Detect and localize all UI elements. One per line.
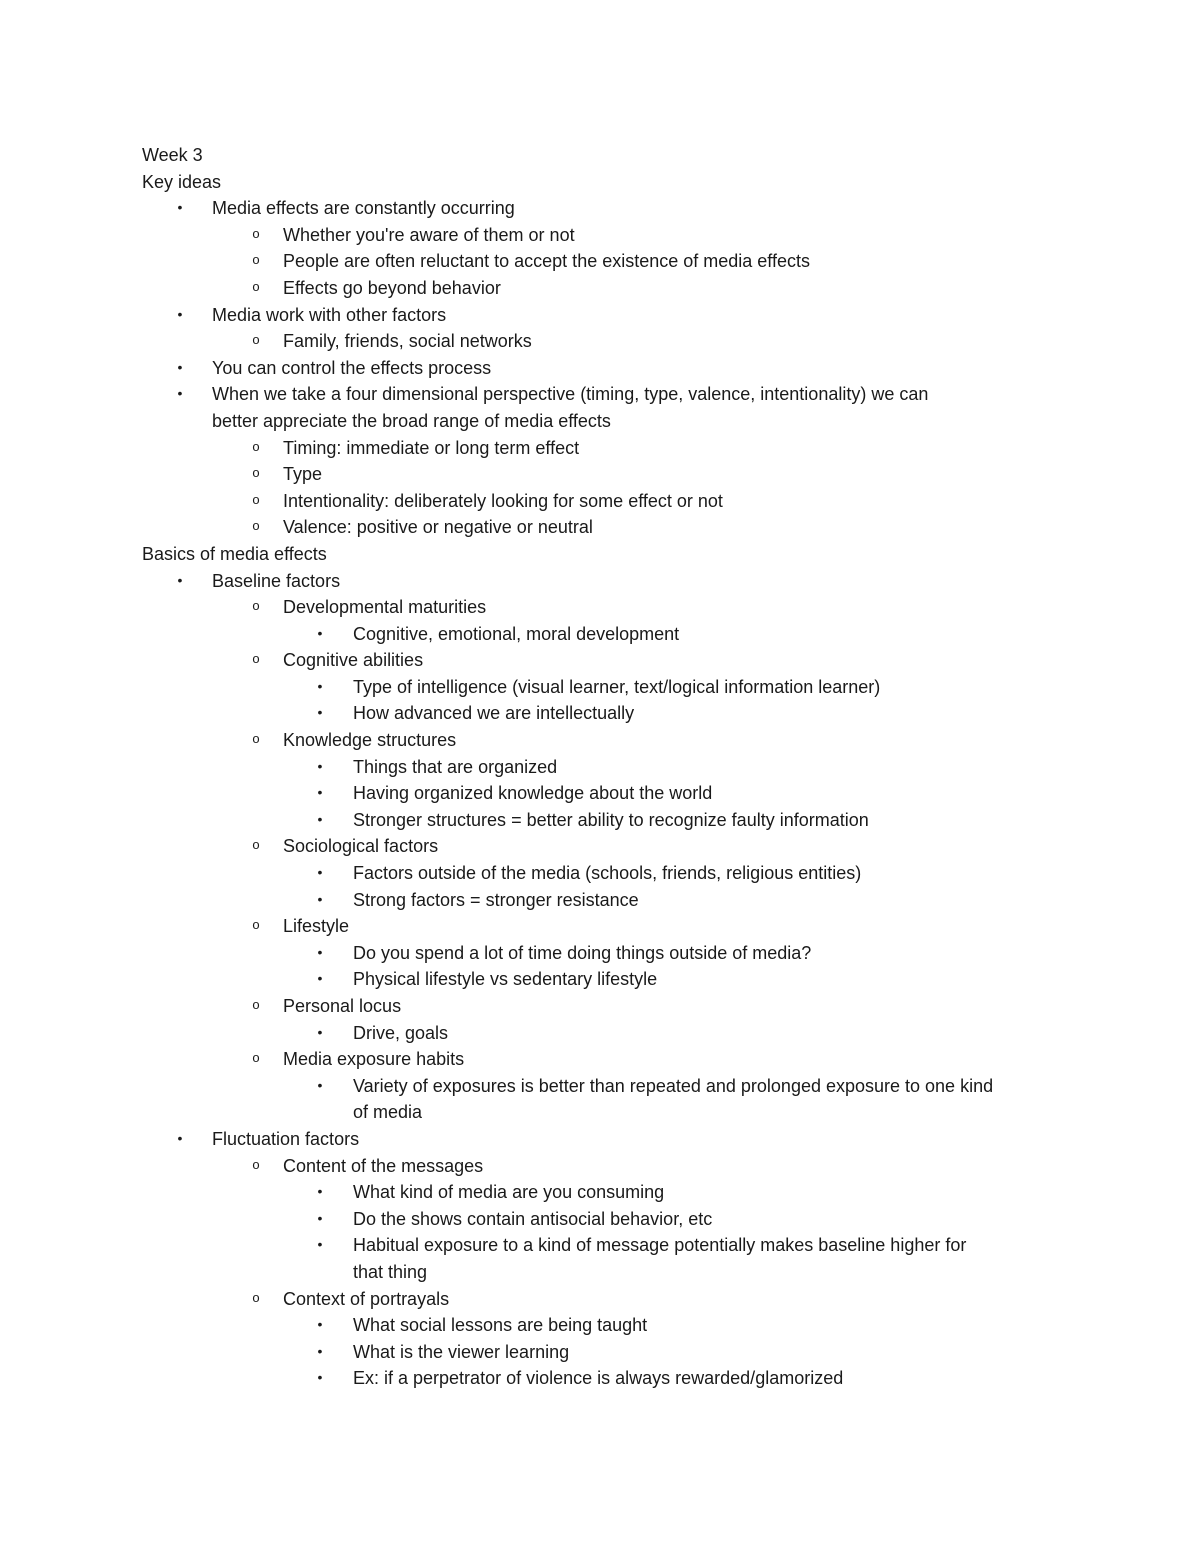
- list-item: [142, 887, 1070, 914]
- line-text: What kind of media are you consuming: [353, 1182, 665, 1203]
- list-item: [142, 1286, 1070, 1313]
- disc-bullet-icon: •: [317, 970, 323, 987]
- circle-bullet-icon: o: [252, 491, 260, 507]
- line-text: Physical lifestyle vs sedentary lifestyle: [353, 969, 658, 990]
- list-item: [142, 1312, 1070, 1339]
- circle-bullet-icon: o: [252, 518, 260, 534]
- list-item: [142, 1126, 1070, 1153]
- line-text: Key ideas: [142, 171, 222, 192]
- line-text: Drive, goals: [353, 1022, 449, 1043]
- list-item: [142, 1365, 1070, 1392]
- disc-bullet-icon: •: [317, 864, 323, 881]
- line-text: Effects go beyond behavior: [283, 277, 501, 298]
- list-item: [142, 727, 1070, 754]
- list-item: [142, 860, 1070, 887]
- list-item: [142, 913, 1070, 940]
- line-text: Whether you're aware of them or not: [283, 224, 575, 245]
- line-text: Fluctuation factors: [212, 1128, 360, 1149]
- disc-bullet-icon: •: [177, 571, 183, 588]
- list-item: [142, 514, 1070, 541]
- line-text: of media: [353, 1102, 423, 1123]
- disc-bullet-icon: •: [317, 784, 323, 801]
- disc-bullet-icon: •: [177, 358, 183, 375]
- line-text: When we take a four dimensional perspective (timing, type, valence, intentionality) we can: [212, 384, 929, 405]
- line-text: Media work with other factors: [212, 304, 447, 325]
- disc-bullet-icon: •: [317, 1023, 323, 1040]
- line-text: Variety of exposures is better than repeated and prolonged exposure to one kind: [353, 1075, 994, 1096]
- circle-bullet-icon: o: [252, 837, 260, 853]
- list-item: [142, 621, 1070, 648]
- disc-bullet-icon: •: [317, 624, 323, 641]
- list-item: [142, 328, 1070, 355]
- line-text: Sociological factors: [283, 836, 439, 857]
- line-text: Lifestyle: [283, 916, 350, 937]
- line-text: You can control the effects process: [212, 357, 492, 378]
- list-item-continuation: [142, 408, 1070, 435]
- disc-bullet-icon: •: [317, 1183, 323, 1200]
- heading-line: [142, 169, 1070, 196]
- circle-bullet-icon: o: [252, 997, 260, 1012]
- line-text: Timing: immediate or long term effect: [283, 437, 580, 458]
- disc-bullet-icon: •: [317, 810, 323, 827]
- list-item: [142, 807, 1070, 834]
- line-text: Type: [283, 464, 323, 485]
- list-item: [142, 355, 1070, 382]
- list-item: [142, 1206, 1070, 1233]
- list-item: [142, 780, 1070, 807]
- list-item: [142, 568, 1070, 595]
- list-item: [142, 488, 1070, 515]
- list-item: [142, 594, 1070, 621]
- disc-bullet-icon: •: [317, 1342, 323, 1359]
- circle-bullet-icon: o: [252, 598, 260, 614]
- disc-bullet-icon: •: [317, 1076, 323, 1093]
- heading-line: [142, 142, 1070, 169]
- line-text: How advanced we are intellectually: [353, 703, 635, 724]
- circle-bullet-icon: o: [252, 731, 260, 747]
- circle-bullet-icon: o: [252, 1050, 260, 1066]
- line-text: Knowledge structures: [283, 730, 457, 751]
- circle-bullet-icon: o: [252, 1156, 260, 1172]
- line-text: What social lessons are being taught: [353, 1315, 648, 1336]
- disc-bullet-icon: •: [317, 1236, 323, 1253]
- line-text: Media effects are constantly occurring: [212, 198, 515, 219]
- disc-bullet-icon: •: [317, 943, 323, 960]
- disc-bullet-icon: •: [177, 305, 183, 322]
- list-item: [142, 833, 1070, 860]
- circle-bullet-icon: o: [252, 917, 260, 933]
- line-text: Ex: if a perpetrator of violence is always rewarded/glamorized: [353, 1368, 844, 1389]
- line-text: Having organized knowledge about the world: [353, 783, 713, 804]
- disc-bullet-icon: •: [317, 1369, 323, 1386]
- line-text: Do you spend a lot of time doing things outside of media?: [353, 942, 812, 963]
- line-text: Do the shows contain antisocial behavior, etc: [353, 1208, 713, 1229]
- list-item: [142, 195, 1070, 222]
- list-item: [142, 1179, 1070, 1206]
- list-item: [142, 940, 1070, 967]
- list-item: [142, 1046, 1070, 1073]
- line-text: Baseline factors: [212, 570, 341, 591]
- line-text: Cognitive abilities: [283, 650, 424, 671]
- circle-bullet-icon: o: [252, 438, 260, 454]
- disc-bullet-icon: •: [317, 757, 323, 774]
- list-item: [142, 1232, 1070, 1259]
- list-item: [142, 435, 1070, 462]
- list-item: [142, 754, 1070, 781]
- list-item: [142, 647, 1070, 674]
- list-item: [142, 381, 1070, 408]
- list-item: [142, 248, 1070, 275]
- circle-bullet-icon: o: [252, 651, 260, 667]
- list-item: [142, 993, 1070, 1020]
- line-text: Family, friends, social networks: [283, 331, 532, 352]
- list-item: [142, 1020, 1070, 1047]
- list-item: [142, 966, 1070, 993]
- line-text: Intentionality: deliberately looking for some effect or not: [283, 490, 723, 511]
- line-text: better appreciate the broad range of media effects: [212, 410, 611, 431]
- line-text: Strong factors = stronger resistance: [353, 889, 639, 910]
- list-item-continuation: [142, 1259, 1070, 1286]
- line-text: Week 3: [142, 145, 203, 165]
- list-item: [142, 1339, 1070, 1366]
- line-text: Content of the messages: [283, 1155, 484, 1176]
- list-item: [142, 674, 1070, 701]
- disc-bullet-icon: •: [177, 385, 183, 402]
- list-item: [142, 1153, 1070, 1180]
- line-text: Factors outside of the media (schools, friends, religious entities): [353, 863, 862, 884]
- line-text: Valence: positive or negative or neutral: [283, 517, 593, 538]
- line-text: Context of portrayals: [283, 1288, 450, 1309]
- list-item-continuation: [142, 1099, 1070, 1126]
- line-text: People are often reluctant to accept the existence of media effects: [283, 251, 810, 272]
- circle-bullet-icon: o: [252, 225, 260, 241]
- line-text: Media exposure habits: [283, 1049, 465, 1070]
- list-item: [142, 302, 1070, 329]
- line-text: Developmental maturities: [283, 597, 487, 618]
- list-item: [142, 700, 1070, 727]
- list-item: [142, 461, 1070, 488]
- line-text: Cognitive, emotional, moral development: [353, 623, 680, 644]
- disc-bullet-icon: •: [317, 1316, 323, 1333]
- line-text: Type of intelligence (visual learner, text/logical information learner): [353, 676, 881, 697]
- line-text: Stronger structures = better ability to recognize faulty information: [353, 809, 869, 830]
- line-text: Basics of media effects: [142, 543, 327, 564]
- disc-bullet-icon: •: [317, 704, 323, 721]
- line-text: What is the viewer learning: [353, 1341, 570, 1362]
- disc-bullet-icon: •: [317, 1209, 323, 1226]
- line-text: Personal locus: [283, 996, 402, 1016]
- circle-bullet-icon: o: [252, 465, 260, 481]
- circle-bullet-icon: o: [252, 332, 260, 348]
- disc-bullet-icon: •: [317, 677, 323, 694]
- disc-bullet-icon: •: [177, 199, 183, 216]
- list-item: [142, 222, 1070, 249]
- circle-bullet-icon: o: [252, 1289, 260, 1305]
- line-text: that thing: [353, 1261, 428, 1282]
- circle-bullet-icon: o: [252, 252, 260, 268]
- heading-line: [142, 541, 1070, 568]
- line-text: Things that are organized: [353, 756, 558, 777]
- list-item: [142, 1073, 1070, 1100]
- disc-bullet-icon: •: [177, 1129, 183, 1146]
- circle-bullet-icon: o: [252, 278, 260, 294]
- disc-bullet-icon: •: [317, 890, 323, 907]
- line-text: Habitual exposure to a kind of message potentially makes baseline higher for: [353, 1235, 967, 1256]
- list-item: [142, 275, 1070, 302]
